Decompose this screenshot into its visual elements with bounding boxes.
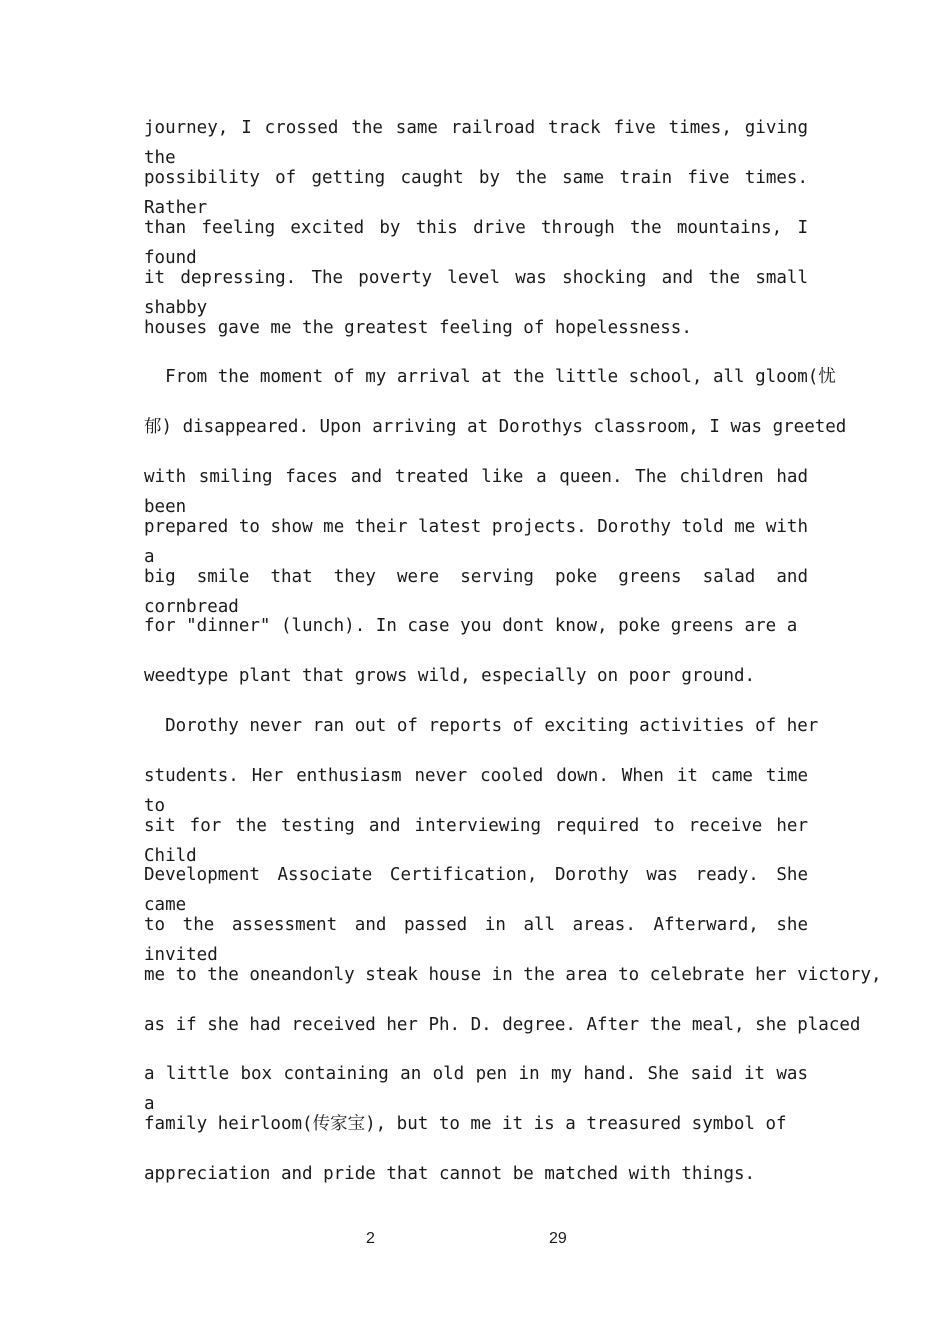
text-line: prepared to show me their latest projects. Dorothy told me with a <box>144 517 808 567</box>
text-line: 郁) disappeared. Upon arriving at Dorothys classroom, I was greeted <box>144 417 847 437</box>
text-line: sit for the testing and interviewing required to receive her Child <box>144 816 808 866</box>
text-line: with smiling faces and treated like a queen. The children had been <box>144 467 808 517</box>
text-line: it depressing. The poverty level was shocking and the small shabby <box>144 268 808 318</box>
text-line: weedtype plant that grows wild, especially on poor ground. <box>144 666 756 686</box>
text-line: journey, I crossed the same railroad track five times, giving the <box>144 118 808 168</box>
text-line: houses gave me the greatest feeling of hopelessness. <box>144 318 692 338</box>
text-line: me to the oneandonly steak house in the area to celebrate her victory, <box>144 965 882 985</box>
text-line: a little box containing an old pen in my hand. She said it was a <box>144 1064 808 1114</box>
text-line: than feeling excited by this drive through the mountains, I found <box>144 218 808 268</box>
text-line: possibility of getting caught by the same train five times. Rather <box>144 168 808 218</box>
text-line: big smile that they were serving poke greens salad and cornbread <box>144 567 808 617</box>
text-line: to the assessment and passed in all areas. Afterward, she invited <box>144 915 808 965</box>
text-line: family heirloom(传家宝), but to me it is a treasured symbol of <box>144 1114 787 1134</box>
page-number: 2 <box>366 1230 375 1247</box>
text-line: as if she had received her Ph. D. degree. After the meal, she placed <box>144 1015 861 1035</box>
text-line: Development Associate Certification, Dorothy was ready. She came <box>144 865 808 915</box>
text-line: appreciation and pride that cannot be matched with things. <box>144 1164 756 1184</box>
page-total: 29 <box>549 1230 567 1247</box>
text-line: students. Her enthusiasm never cooled down. When it came time to <box>144 766 808 816</box>
text-line: for "dinner" (lunch). In case you dont know, poke greens are a <box>144 616 798 636</box>
paragraph-start-line: From the moment of my arrival at the little school, all gloom(忧 <box>144 367 836 387</box>
paragraph-start-line: Dorothy never ran out of reports of exciting activities of her <box>144 716 819 736</box>
